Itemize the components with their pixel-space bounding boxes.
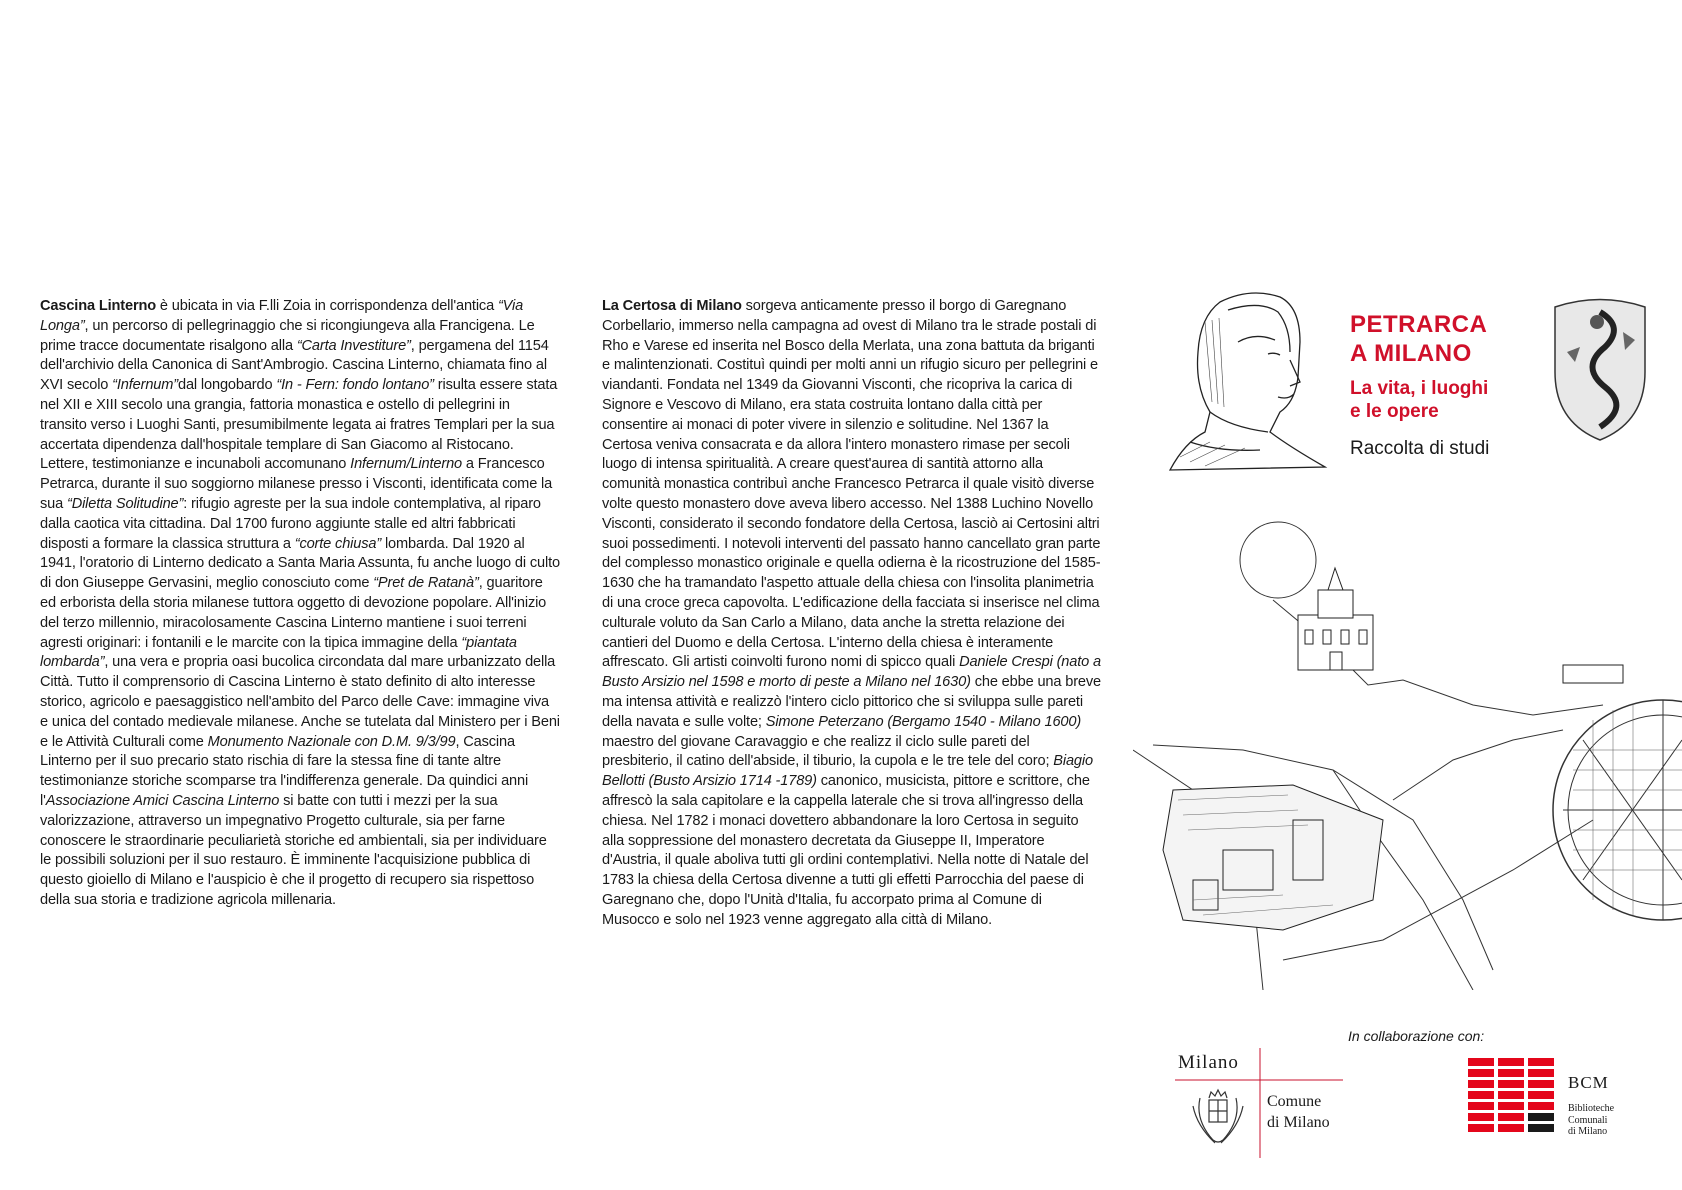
certosa-paragraph	[602, 297, 1102, 931]
text-run: Cascina Linterno	[40, 298, 156, 314]
text-run: Infernum/Linterno	[350, 456, 463, 473]
historic-map-icon	[1133, 520, 1682, 990]
cascina-linterno-paragraph	[40, 297, 560, 911]
text-run: che ebbe una breve ma intensa attività e realizzò l'intero ciclo pittorico che si sviluppa sulle pareti della navata e sulle volte;	[602, 674, 1102, 730]
text-run: , guaritore ed erborista della storia milanese tuttora oggetto di devozione popolare. All'inizio del terzo millennio, miracolosamente Cascina Linterno mantiene i suoi terreni agresti originari: i fontanili e le marcite con la tipica immagine della	[40, 575, 547, 651]
bcm-subtitle	[1568, 1103, 1614, 1138]
text-run: Daniele Crespi (nato a Busto Arsizio nel 1598 e morto di peste a Milano nel 1630)	[602, 654, 1101, 691]
milano-wordmark: Milano	[1178, 1052, 1239, 1073]
text-run: : rifugio agreste per la sua indole contemplativa, al riparo dalla caotica vita cittadina. Dal 1700 furono aggiunte stalle ed altri fabbricati disposti a formare la classica struttura a	[40, 495, 541, 552]
text-run: a Francesco Petrarca, durante il suo soggiorno milanese presso i Visconti, identificata come la sua	[40, 456, 553, 512]
text-run: lombarda. Dal 1920 al 1941, l'oratorio di Linterno dedicato a Santa Maria Assunta, fu anche luogo di culto di don Giuseppe Gervasini, meglio conosciuto come	[40, 535, 560, 592]
text-run: “Infernum”	[112, 377, 178, 394]
text-run: Associazione Amici Cascina Linterno	[45, 792, 280, 809]
text-run: canonico, musicista, pittore e scrittore, che affrescò la sala capitolare e la cappella laterale che si trova all'ingresso della chiesa. Nel 1782 i monaci dovettero abbandonare la loro Certosa in seguito alla soppressione del monastero decretata da Giuseppe II, Imperatore d'Austria, il quale aboliva tutti gli ordini contemplativi. Nella notte di Natale del 1783 la chiesa della Certosa divenne a tutti gli effetti Parrocchia del paese di Garegnano che, dopo l'Unità d'Italia, fu accorpato prima al Comune di Musocco e solo nel 1923 venne aggregato alla città di Milano.	[602, 773, 1090, 928]
bcm-line-2: Comunali	[1568, 1114, 1608, 1126]
text-run: Monumento Nazionale con D.M. 9/3/99	[207, 733, 456, 750]
subtitle-line-1: La vita, i luoghi	[1350, 378, 1489, 399]
text-run: Simone Peterzano (Bergamo 1540 - Milano 1600)	[765, 713, 1082, 730]
collaboration-label: In collaborazione con:	[1348, 1028, 1485, 1044]
certosa-di-milano-text	[602, 297, 1102, 931]
cascina-linterno-text	[40, 297, 560, 911]
title-line-1: PETRARCA	[1350, 311, 1488, 338]
text-run: , Cascina Linterno per il suo precario stato rischia di fare la stessa fine di tante altre testimonianze storiche scomparse tra l'indifferenza generale. Da quindici anni l'	[40, 733, 529, 809]
title-block	[1350, 310, 1550, 460]
title-line-2: A MILANO	[1350, 340, 1472, 367]
petrarca-portrait-icon	[1150, 282, 1340, 472]
text-run: dal longobardo	[177, 377, 277, 394]
text-run: “corte chiusa”	[294, 535, 382, 552]
bcm-logo-icon	[1468, 1058, 1558, 1140]
text-run: La Certosa di Milano	[602, 298, 742, 314]
bcm-line-3: di Milano	[1568, 1126, 1608, 1137]
text-run: , un percorso di pellegrinaggio che si ricongiungeva alla Francigena. Le prime tracce documentate risalgono alla	[40, 317, 535, 354]
comune-line-2: di Milano	[1267, 1114, 1330, 1131]
visconti-shield-icon	[1545, 292, 1655, 442]
text-run: “Diletta Solitudine”	[66, 495, 184, 512]
text-run: , una vera e propria oasi bucolica circondata dal mare urbanizzato della Città. Tutto il comprensorio di Cascina Linterno è stato definito di alto interesse storico, agricolo e paesaggistico nell'ambito del Parco delle Cave: immagine viva e unica del contado medievale milanese. Anche se tutelata dal Ministero per i Beni e le Attività Culturali come	[40, 654, 560, 750]
text-run: “piantata lombarda”	[40, 634, 517, 671]
tagline: Raccolta di studi	[1350, 438, 1490, 459]
text-run: si batte con tutti i mezzi per la sua valorizzazione, attraverso un impegnativo Progetto culturale, sia per farne conoscere le straordinarie peculiarietà storiche ed ambientali, sia per individuare le possibili soluzioni per il suo restauro. È imminente l'acquisizione pubblica di questo gioiello di Milano e l'auspicio è che il progetto di recupero sia rispettoso della sua storia e tradizione agricola millenaria.	[40, 792, 547, 908]
bcm-wordmark: BCM	[1568, 1073, 1609, 1092]
text-run: “Carta Investiture”	[296, 337, 411, 354]
bcm-line-1: Biblioteche	[1568, 1103, 1615, 1114]
comune-line-1: Comune	[1267, 1093, 1322, 1110]
text-run: , pergamena del 1154 dell'archivio della Canonica di Sant'Ambrogio. Cascina Linterno, chiamata fino al XVI secolo	[40, 337, 549, 394]
text-run: “Pret de Ratanà”	[373, 575, 479, 592]
text-run: maestro del giovane Caravaggio e che realizz il ciclo sulle pareti del presbiterio, il catino dell'abside, il tiburio, la cupola e le tre tele del coro;	[602, 733, 1054, 770]
text-run: è ubicata in via F.lli Zoia in corrispondenza dell'antica	[156, 298, 498, 314]
text-run: “In - Fern: fondo lontano”	[276, 377, 434, 394]
comune-di-milano-text	[1267, 1091, 1330, 1133]
text-run: sorgeva anticamente presso il borgo di Garegnano Corbellario, immerso nella campagna ad ovest di Milano tra le strade postali di Rho e Varese ed inserita nel Bosco della Merlata, una zona battuta da briganti e malintenzionati. Costituì quindi per molti anni un rifugio sicuro per pellegrini e viandanti. Fondata nel 1349 da Giovanni Visconti, che ricopriva la carica di Signore e Vescovo di Milano, era stata costruita lontano dalla città per consentire ai monaci di poter vivere in silenzio e solitudine. Nel 1367 la Certosa veniva consacrata e da allora l'intero monastero rimase per secoli luogo di intensa spiritualità. A creare quest'aurea di santità attorno alla comunità monastica contribuì anche Francesco Petrarca il quale visitò diverse volte questo monastero dove aveva libero accesso. Nel 1388 Luchino Novello Visconti, considerato il secondo fondatore della Certosa, lasciò ai Certosini altri suoi possedimenti. I notevoli interventi del passato hanno cancellato gran parte del complesso monastico originale e quella odierna è la ricostruzione del 1585-1630 che ha tramandato l'aspetto attuale della chiesa con l'insolita planimetria di una croce greca capovolta. L'edificazione della facciata si inserisce nel clima culturale voluto da San Carlo a Milano, data anche la stretta relazione dei cantieri del Duomo e della Certosa. L'interno della chiesa è interamente affrescato. Gli artisti coinvolti furono nomi di spicco quali	[602, 298, 1101, 671]
subtitle-line-2: e le opere	[1350, 401, 1439, 422]
text-run: “Via Longa”	[40, 298, 524, 334]
text-run: Biagio Bellotti (Busto Arsizio 1714 -1789)	[602, 753, 1093, 790]
text-run: risulta essere stata nel XII e XIII secolo una grangia, fattoria monastica e ostello di pellegrini in transito verso i Luoghi Santi, presumibilmente legata ai fratres Templari per la sua accertata dipendenza dall'hospitale templare di San Giacomo al Ristocano. Lettere, testimonianze e incunaboli accomunano	[40, 377, 558, 473]
